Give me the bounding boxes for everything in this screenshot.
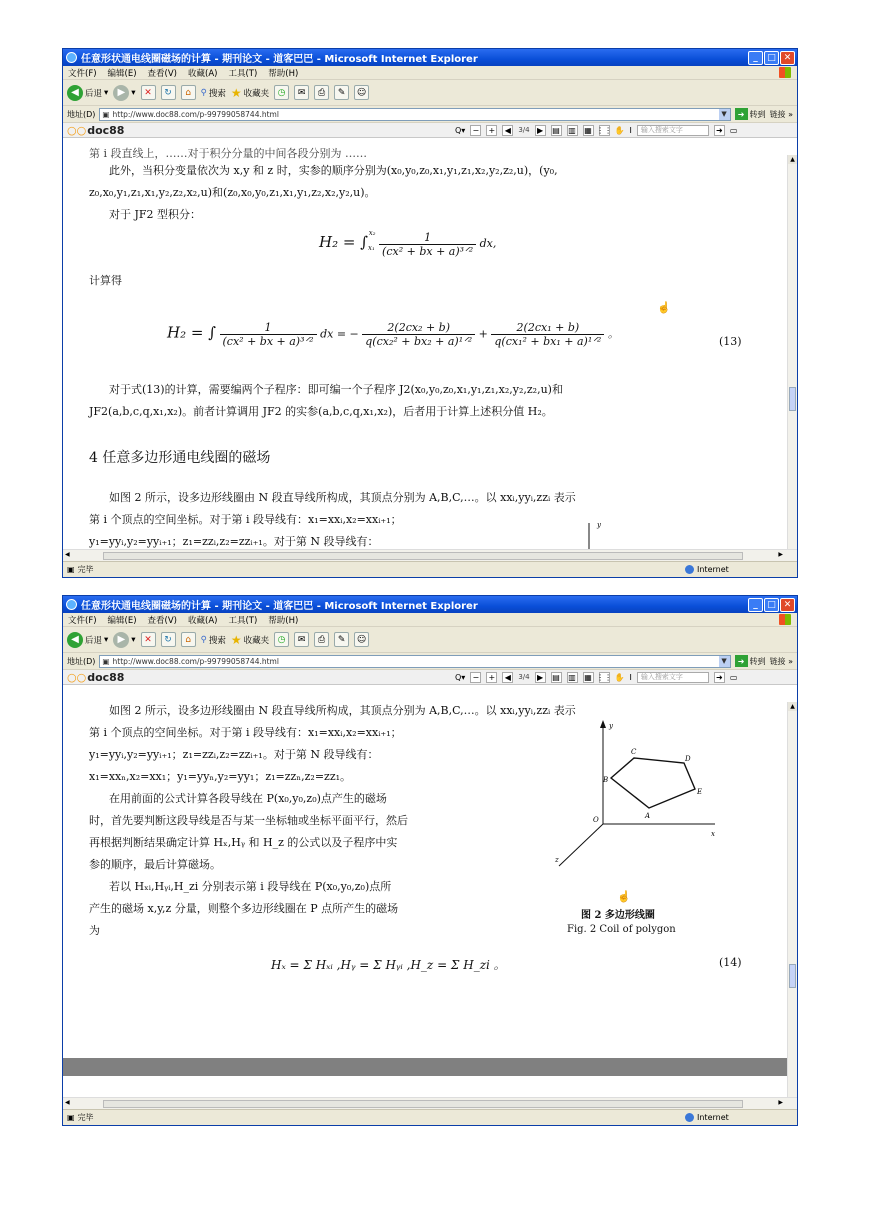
figure-caption-cn: 图 2 多边形线圈 (581, 910, 655, 921)
stop-icon[interactable]: ✕ (141, 632, 156, 647)
edit-icon[interactable]: ✎ (334, 85, 349, 100)
paragraph: 如图 2 所示，设多边形线圈由 N 段直导线所构成，其顶点分别为 A,B,C,…。以 xxᵢ,yyᵢ,zzᵢ 表示 (109, 491, 576, 504)
go-arrow-icon: ➜ (735, 655, 748, 667)
mail-icon[interactable]: ✉ (294, 85, 309, 100)
scroll-up-icon[interactable]: ▲ (788, 155, 797, 164)
scroll-up-icon[interactable]: ▲ (788, 702, 797, 711)
browser-window-2 (62, 595, 798, 1126)
scroll-right-icon[interactable]: ▶ (778, 551, 783, 558)
two-page-icon[interactable]: ▦ (584, 672, 592, 682)
paragraph: 若以 Hₓᵢ,Hᵧᵢ,H_zi 分别表示第 i 段导线在 P(x₀,y₀,z₀)点所 (109, 880, 392, 893)
menu-tools[interactable]: 工具(T) (228, 68, 258, 79)
window-title: 任意形状通电线圈磁场的计算 - 期刊论文 - 道客巴巴 - Microsoft Internet Explorer (81, 54, 478, 65)
cut-off-line: 第 i 段直线上，……对于积分分量的中间各段分别为 …… (89, 147, 368, 160)
zoom-in-button[interactable]: + (486, 125, 497, 136)
menu-tools[interactable]: 工具(T) (228, 615, 258, 626)
scroll-thumb[interactable] (789, 964, 796, 988)
menu-bar (63, 66, 797, 80)
paragraph: JF2(a,b,c,q,x₁,x₂)。前者计算调用 JF2 的实参(a,b,c,q,x₁,x₂)，后者用于计算上述积分值 H₂。 (89, 405, 553, 418)
scroll-thumb[interactable] (789, 387, 796, 411)
back-button[interactable]: ◀ 后退 ▾ (67, 631, 108, 649)
home-icon[interactable]: ⌂ (181, 85, 196, 100)
links-button[interactable]: 链接 » (769, 109, 793, 119)
windows-logo-icon (779, 614, 791, 625)
doc-viewer-toolbar (63, 670, 797, 685)
scroll-right-icon[interactable]: ▶ (778, 1099, 783, 1106)
fullscreen-icon[interactable]: ▭ (729, 672, 738, 682)
zoom-in-button[interactable]: + (486, 672, 497, 683)
document-page (63, 147, 787, 549)
go-button[interactable]: ➜ 转到 (735, 655, 766, 667)
menu-file[interactable]: 文件(F) (68, 68, 97, 79)
h-scroll-thumb[interactable] (103, 1100, 743, 1108)
globe-icon (685, 565, 694, 574)
search-icon: ⚲ (200, 87, 207, 98)
text-cursor-icon[interactable]: I (629, 125, 632, 135)
back-button[interactable]: ◀ 后退 ▾ (67, 84, 108, 102)
page-icon: ▣ (102, 656, 110, 666)
paragraph: 计算得 (89, 274, 122, 287)
vertex-label-a: A (645, 812, 651, 820)
hand-tool-icon[interactable]: ✋ (614, 125, 625, 135)
hand-cursor-icon: ☝ (617, 890, 631, 903)
doc-search-input[interactable]: 输入搜索文字 (637, 125, 709, 136)
doc-viewer-toolbar (63, 123, 797, 138)
stop-icon[interactable]: ✕ (141, 85, 156, 100)
address-bar (63, 653, 797, 670)
paragraph: 在用前面的公式计算各段导线在 P(x₀,y₀,z₀)点产生的磁场 (109, 792, 387, 805)
paragraph: 对于式(13)的计算，需要编两个子程序：即可编一个子程序 J2(x₀,y₀,z₀,x₁,y₁,z₁,x₂,y₂,z₂,u)和 (109, 383, 563, 396)
title-bar (63, 49, 797, 66)
paragraph: 为 (89, 924, 100, 937)
menu-edit[interactable]: 编辑(E) (107, 615, 137, 626)
close-button[interactable]: ✕ (780, 51, 795, 65)
messenger-icon[interactable]: ☺ (354, 632, 369, 647)
polygon-coil (611, 758, 695, 808)
doc-search-input[interactable]: 输入搜索文字 (637, 672, 709, 683)
axis-label-z: z (555, 856, 559, 864)
menu-file[interactable]: 文件(F) (68, 615, 97, 626)
page-indicator: 3/4 (518, 673, 530, 681)
figure-polygon-coil (537, 716, 727, 886)
prev-page-button[interactable]: ◀ (502, 672, 513, 683)
menu-help[interactable]: 帮助(H) (268, 68, 299, 79)
history-icon[interactable]: ◷ (274, 85, 289, 100)
search-go-icon[interactable]: ➜ (714, 125, 725, 136)
horizontal-scrollbar[interactable] (63, 549, 797, 561)
globe-icon (685, 1113, 694, 1122)
paragraph: 此外，当积分变量依次为 x,y 和 z 时，实参的顺序分别为(x₀,y₀,z₀,x₁,y₁,z₁,x₂,y₂,z₂,u)，(y₀, (109, 164, 558, 177)
h-scroll-thumb[interactable] (103, 552, 743, 560)
browser-window-1 (62, 48, 798, 578)
menu-view[interactable]: 查看(V) (147, 615, 177, 626)
messenger-icon[interactable]: ☺ (354, 85, 369, 100)
doc88-logo: ○○ doc88 (67, 670, 125, 684)
vertex-label-c: C (631, 748, 637, 756)
horizontal-scrollbar[interactable] (63, 1097, 797, 1109)
maximize-button[interactable]: □ (764, 51, 779, 65)
z-axis (559, 824, 603, 866)
paragraph: 第 i 个顶点的空间坐标。对于第 i 段导线有：x₁=xxᵢ,x₂=xxᵢ₊₁； (89, 513, 402, 526)
paragraph: x₁=xxₙ,x₂=xx₁；y₁=yyₙ,y₂=yy₁；z₁=zzₙ,z₂=zz₁。 (89, 770, 352, 783)
paragraph: 如图 2 所示，设多边形线圈由 N 段直导线所构成，其顶点分别为 A,B,C,…。以 xxᵢ,yyᵢ,zzᵢ 表示 (109, 704, 576, 717)
equation-14: Hₓ = Σ Hₓᵢ ,Hᵧ = Σ Hᵧᵢ ,H_z = Σ H_zi 。 (271, 958, 506, 972)
title-bar (63, 596, 797, 613)
ie-icon (66, 52, 77, 63)
figure-caption-en: Fig. 2 Coil of polygon (567, 924, 676, 935)
menu-help[interactable]: 帮助(H) (268, 615, 299, 626)
origin-label: O (593, 816, 599, 824)
scroll-left-icon[interactable]: ◀ (65, 551, 70, 558)
forward-button[interactable]: ▶ ▾ (113, 631, 135, 649)
ie-icon (66, 599, 77, 610)
windows-logo-icon (779, 67, 791, 78)
status-text: 完毕 (77, 565, 94, 574)
zoom-out-button[interactable]: − (470, 672, 481, 683)
zoom-search-icon[interactable]: Q▾ (455, 125, 466, 135)
vertex-label-e: E (697, 788, 703, 796)
favorites-button[interactable]: ★ 收藏夹 (230, 85, 270, 100)
url-text: http://www.doc88.com/p-99799058744.html (112, 109, 279, 119)
security-zone: Internet (685, 1113, 729, 1122)
address-input[interactable] (99, 108, 730, 121)
menu-favorites[interactable]: 收藏(A) (188, 68, 218, 79)
paragraph: y₁=yyᵢ,y₂=yyᵢ₊₁；z₁=zzᵢ,z₂=zzᵢ₊₁。对于第 N 段导线有： (89, 748, 379, 761)
forward-arrow-icon: ▶ (113, 85, 129, 101)
menu-favorites[interactable]: 收藏(A) (188, 615, 218, 626)
refresh-icon[interactable]: ↻ (161, 85, 176, 100)
window-title: 任意形状通电线圈磁场的计算 - 期刊论文 - 道客巴巴 - Microsoft Internet Explorer (81, 601, 478, 612)
search-button[interactable]: ⚲ 搜索 (200, 87, 226, 99)
close-button[interactable]: ✕ (780, 598, 795, 612)
paragraph: z₀,x₀,y₁,z₁,x₁,y₂,z₂,x₂,u)和(z₀,x₀,y₀,z₁,x₁,y₁,z₂,x₂,y₂,u)。 (89, 186, 376, 199)
page-gap-bar (63, 1058, 787, 1076)
next-page-button[interactable]: ▶ (535, 125, 546, 136)
links-button[interactable]: 链接 » (769, 656, 793, 666)
next-page-button[interactable]: ▶ (535, 672, 546, 683)
prev-page-button[interactable]: ◀ (502, 125, 513, 136)
toolbar (63, 627, 797, 653)
home-icon[interactable]: ⌂ (181, 632, 196, 647)
grid-view-icon[interactable]: ⋮⋮ (596, 125, 613, 135)
go-arrow-icon: ➜ (735, 108, 748, 120)
toolbar (63, 80, 797, 106)
paragraph: 参的顺序，最后计算磁场。 (89, 858, 221, 871)
search-button[interactable]: ⚲ 搜索 (200, 634, 226, 646)
scroll-left-icon[interactable]: ◀ (65, 1099, 70, 1106)
zoom-search-icon[interactable]: Q▾ (455, 672, 466, 682)
page-icon: ▣ (102, 109, 110, 119)
search-icon: ⚲ (200, 634, 207, 645)
history-icon[interactable]: ◷ (274, 632, 289, 647)
chevron-down-icon[interactable]: ▼ (719, 656, 730, 667)
zoom-out-button[interactable]: − (470, 125, 481, 136)
menu-edit[interactable]: 编辑(E) (107, 68, 137, 79)
page-status-icon: ▣ (67, 565, 75, 574)
url-text: http://www.doc88.com/p-99799058744.html (112, 656, 279, 666)
equation-13: H₂ = ∫ $\frac{1}{\text{(cx² + bx + a)³ᐟ²}}$ dx = − $\frac{\text{2(2cx₂ + b)}}{\text{q(cx₂² + bx₂ + a)¹ᐟ²}}$ + $\frac{\text{2(2cx₁ + b)}}{\text{q(cx₁² + bx₁ + a)¹ᐟ²}}$ 。 (167, 321, 619, 348)
vertex-label-d: D (685, 755, 691, 763)
search-go-icon[interactable]: ➜ (714, 672, 725, 683)
favorites-button[interactable]: ★ 收藏夹 (230, 632, 270, 647)
hand-tool-icon[interactable]: ✋ (614, 672, 625, 682)
y-axis-arrow (600, 720, 606, 728)
single-page-icon[interactable]: ▤ (552, 125, 560, 135)
single-page-icon[interactable]: ▤ (552, 672, 560, 682)
address-label: 地址(D) (67, 109, 96, 119)
back-arrow-icon: ◀ (67, 632, 83, 648)
star-icon: ★ (230, 632, 242, 647)
chevron-down-icon[interactable]: ▼ (719, 109, 730, 120)
print-icon[interactable]: ⎙ (314, 85, 329, 100)
paragraph: 再根据判断结果确定计算 Hₓ,Hᵧ 和 H_z 的公式以及子程序中实 (89, 836, 398, 849)
paragraph: 对于 JF2 型积分： (109, 208, 202, 221)
text-cursor-icon[interactable]: I (629, 672, 632, 682)
vertex-label-b: B (603, 776, 609, 784)
status-bar (63, 561, 797, 577)
figure-axis-partial (577, 517, 637, 551)
edit-icon[interactable]: ✎ (334, 632, 349, 647)
address-bar (63, 106, 797, 123)
equation-number: (13) (719, 335, 742, 348)
refresh-icon[interactable]: ↻ (161, 632, 176, 647)
paragraph: 时，首先要判断这段导线是否与某一坐标轴或坐标平面平行，然后 (89, 814, 408, 827)
hand-cursor-icon: ☝ (657, 301, 671, 314)
maximize-button[interactable]: □ (764, 598, 779, 612)
address-label: 地址(D) (67, 656, 96, 666)
continuous-page-icon[interactable]: ▥ (568, 672, 576, 682)
go-button[interactable]: ➜ 转到 (735, 108, 766, 120)
paragraph: 产生的磁场 x,y,z 分量，则整个多边形线圈在 P 点所产生的磁场 (89, 902, 399, 915)
forward-button[interactable]: ▶ ▾ (113, 84, 135, 102)
vertical-scrollbar[interactable] (787, 155, 797, 549)
star-icon: ★ (230, 85, 242, 100)
axis-label-y: y (597, 521, 601, 529)
document-page (63, 702, 787, 1097)
back-arrow-icon: ◀ (67, 85, 83, 101)
menu-view[interactable]: 查看(V) (147, 68, 177, 79)
status-bar (63, 1109, 797, 1125)
axis-label-y: y (609, 722, 613, 730)
forward-arrow-icon: ▶ (113, 632, 129, 648)
mail-icon[interactable]: ✉ (294, 632, 309, 647)
page-indicator: 3/4 (518, 126, 530, 134)
section-heading: 4 任意多边形通电线圈的磁场 (89, 450, 271, 466)
minimize-button[interactable]: _ (748, 51, 763, 65)
continuous-page-icon[interactable]: ▥ (568, 125, 576, 135)
print-icon[interactable]: ⎙ (314, 632, 329, 647)
equation-h2-integral: $H_2 = \int_{x_1}^{x_2}$ $\frac{1}{\text{(cx² + bx + a)³ᐟ²}}$ dx, (319, 229, 497, 258)
two-page-icon[interactable]: ▦ (584, 125, 592, 135)
security-zone: Internet (685, 565, 729, 574)
address-input[interactable] (99, 655, 730, 668)
minimize-button[interactable]: _ (748, 598, 763, 612)
status-text: 完毕 (77, 1113, 94, 1122)
grid-view-icon[interactable]: ⋮⋮ (596, 672, 613, 682)
equation-number: (14) (719, 956, 742, 969)
page-status-icon: ▣ (67, 1113, 75, 1122)
axis-label-x: x (711, 830, 715, 838)
vertical-scrollbar[interactable] (787, 702, 797, 1097)
fullscreen-icon[interactable]: ▭ (729, 125, 738, 135)
paragraph: y₁=yyᵢ,y₂=yyᵢ₊₁；z₁=zzᵢ,z₂=zzᵢ₊₁。对于第 N 段导线有： (89, 535, 379, 548)
doc88-logo: ○○ doc88 (67, 123, 125, 137)
menu-bar (63, 613, 797, 627)
paragraph: 第 i 个顶点的空间坐标。对于第 i 段导线有：x₁=xxᵢ,x₂=xxᵢ₊₁； (89, 726, 402, 739)
